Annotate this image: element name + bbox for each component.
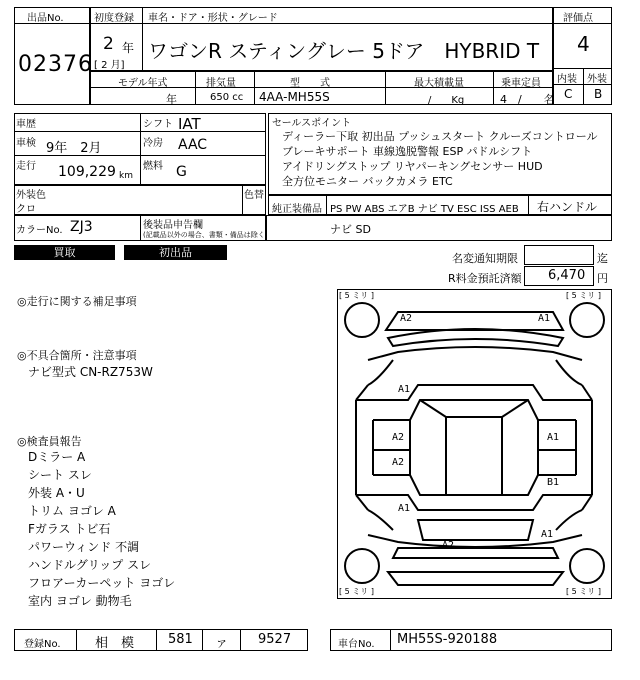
damage-door-rear-left: A2 (392, 457, 405, 468)
recycle-unit: 円 (597, 272, 608, 285)
chassis-number: MH55S-920188 (397, 632, 498, 647)
lot-number: 02376 (18, 52, 93, 77)
aftermarket-label: 後装品申告欄 (143, 220, 203, 231)
aftermarket-value: ナビ SD (330, 223, 371, 236)
type-value: 4AA-MH55S (259, 90, 330, 104)
model-year-label: モデル年式 (118, 78, 168, 89)
damage-front-bumper-left: A2 (400, 313, 413, 324)
exterior-color-value: クロ (16, 204, 36, 215)
load-label: 最大積載量 (414, 78, 464, 89)
exhibit-button[interactable]: 初出品 (124, 245, 227, 260)
type-label: 型 式 (290, 78, 330, 89)
damage-quarter-left: A1 (398, 503, 411, 514)
inspector-item: トリム ヨゴレ A (28, 504, 116, 518)
grade-label: 評価点 (563, 13, 593, 24)
damage-rear: A2 (442, 540, 455, 551)
first-reg-year: 2 (103, 34, 114, 54)
color-change-label: 色替 (244, 190, 264, 201)
aftermarket-value-box (266, 215, 612, 241)
grade-value: 4 (577, 32, 590, 56)
tire-rear-left: [ 5 ミリ ] (339, 587, 374, 596)
shift-label: シフト (143, 119, 173, 130)
inspector-item: パワーウィンド 不調 (28, 540, 140, 554)
shift-value: IAT (178, 115, 201, 133)
mileage-value: 109,229 (58, 164, 116, 180)
ac-value: AAC (178, 137, 208, 153)
exterior-color-label: 外装色 (16, 190, 46, 201)
car-name: ワゴンR スティングレー 5ドア HYBRID T (148, 39, 540, 63)
inspection-value: 9年 2月 (46, 141, 102, 156)
recycle-label: R料金預託済額 (448, 272, 522, 285)
inspector-item: ハンドルグリップ スレ (28, 558, 152, 572)
model-year-unit: 年 (166, 93, 177, 106)
aftermarket-note: (記載品以外の場合、書類・備品は除く) (143, 231, 268, 239)
inspection-label: 車検 (16, 138, 36, 149)
sales-point-line: ブレーキサポート 車線逸脱警報 ESP パドルシフト (282, 145, 533, 158)
equipment-value: PS PW ABS エアB ナビ TV ESC ISS AEB (330, 204, 519, 215)
inspector-item: 外装 A・U (28, 486, 85, 500)
chassis-label: 車台No. (338, 639, 375, 650)
mileage-label: 走行 (16, 161, 36, 172)
registration-kana: ァ (215, 636, 229, 651)
car-diagram (337, 289, 612, 599)
registration-area: 相 模 (95, 636, 135, 651)
sales-point-line: ディーラー下取 初出品 プッシュスタート クルーズコントロール (282, 130, 598, 143)
color-no-value: ZJ3 (70, 219, 93, 235)
displacement-value: 650 cc (210, 92, 244, 103)
equipment-label: 純正装備品 (272, 204, 322, 215)
driving-notes-title: ◎走行に関する補足事項 (17, 295, 137, 308)
deadline-unit: 迄 (597, 252, 608, 265)
registration-label: 登録No. (24, 639, 61, 650)
inspector-item: 室内 ヨゴレ 動物毛 (28, 594, 132, 608)
inspector-title: ◎検査員報告 (17, 435, 82, 448)
defects-title: ◎不具合箇所・注意事項 (17, 349, 137, 362)
inspector-item: Fガラス トビ石 (28, 522, 111, 536)
tire-rear-right: [ 5 ミリ ] (566, 587, 601, 596)
sales-point-line: 全方位モニター バックカメラ ETC (282, 175, 453, 188)
sales-point-line: アイドリングストップ リヤパーキングセンサー HUD (282, 160, 543, 173)
sales-points-label: セールスポイント (272, 118, 352, 129)
inspector-item: Dミラー A (28, 450, 86, 464)
tire-front-left: [ 5 ミリ ] (339, 291, 374, 300)
damage-door-rear-right: B1 (547, 477, 560, 488)
damage-fender-front-left: A1 (398, 384, 411, 395)
first-reg-month: [ 2 月] (94, 60, 125, 71)
capacity-value: 4 / 名 (500, 93, 555, 106)
color-no-label: カラーNo. (16, 225, 63, 236)
buy-button[interactable]: 買取 (14, 245, 115, 260)
ac-label: 冷房 (143, 138, 163, 149)
registration-number: 9527 (258, 632, 292, 647)
exterior-grade: B (594, 87, 603, 101)
deadline-field (524, 245, 594, 265)
inspector-item: フロアーカーペット ヨゴレ (28, 576, 176, 590)
mileage-unit: km (119, 171, 133, 181)
steering-value: 右ハンドル (537, 200, 598, 214)
interior-grade: C (564, 87, 573, 101)
first-reg-label: 初度登録 (94, 13, 134, 24)
damage-front-bumper-right: A1 (538, 313, 551, 324)
displacement-label: 排気量 (206, 78, 236, 89)
load-value: / Kg (428, 95, 465, 106)
recycle-value: 6,470 (548, 268, 586, 283)
fuel-value: G (176, 164, 187, 180)
car-diagram-lines (338, 290, 611, 598)
damage-door-front-left: A2 (392, 432, 405, 443)
lot-label: 出品No. (27, 13, 64, 24)
car-name-label: 車名・ドア・形状・グレード (148, 13, 278, 24)
deadline-label: 名変通知期限 (452, 252, 518, 265)
tire-front-right: [ 5 ミリ ] (566, 291, 601, 300)
damage-quarter-right: A1 (541, 529, 554, 540)
fuel-label: 燃料 (143, 161, 163, 172)
inspector-item: シート スレ (28, 468, 92, 482)
first-reg-year-unit: 年 (122, 41, 135, 55)
history-label: 車歴 (16, 119, 36, 130)
capacity-label: 乗車定員 (501, 78, 541, 89)
defect-item: ナビ型式 CN-RZ753W (28, 365, 153, 379)
exterior-color-box (14, 185, 266, 215)
exterior-label: 外装 (587, 74, 607, 85)
registration-class: 581 (168, 632, 193, 647)
interior-label: 内装 (557, 74, 577, 85)
damage-door-front-right: A1 (547, 432, 560, 443)
